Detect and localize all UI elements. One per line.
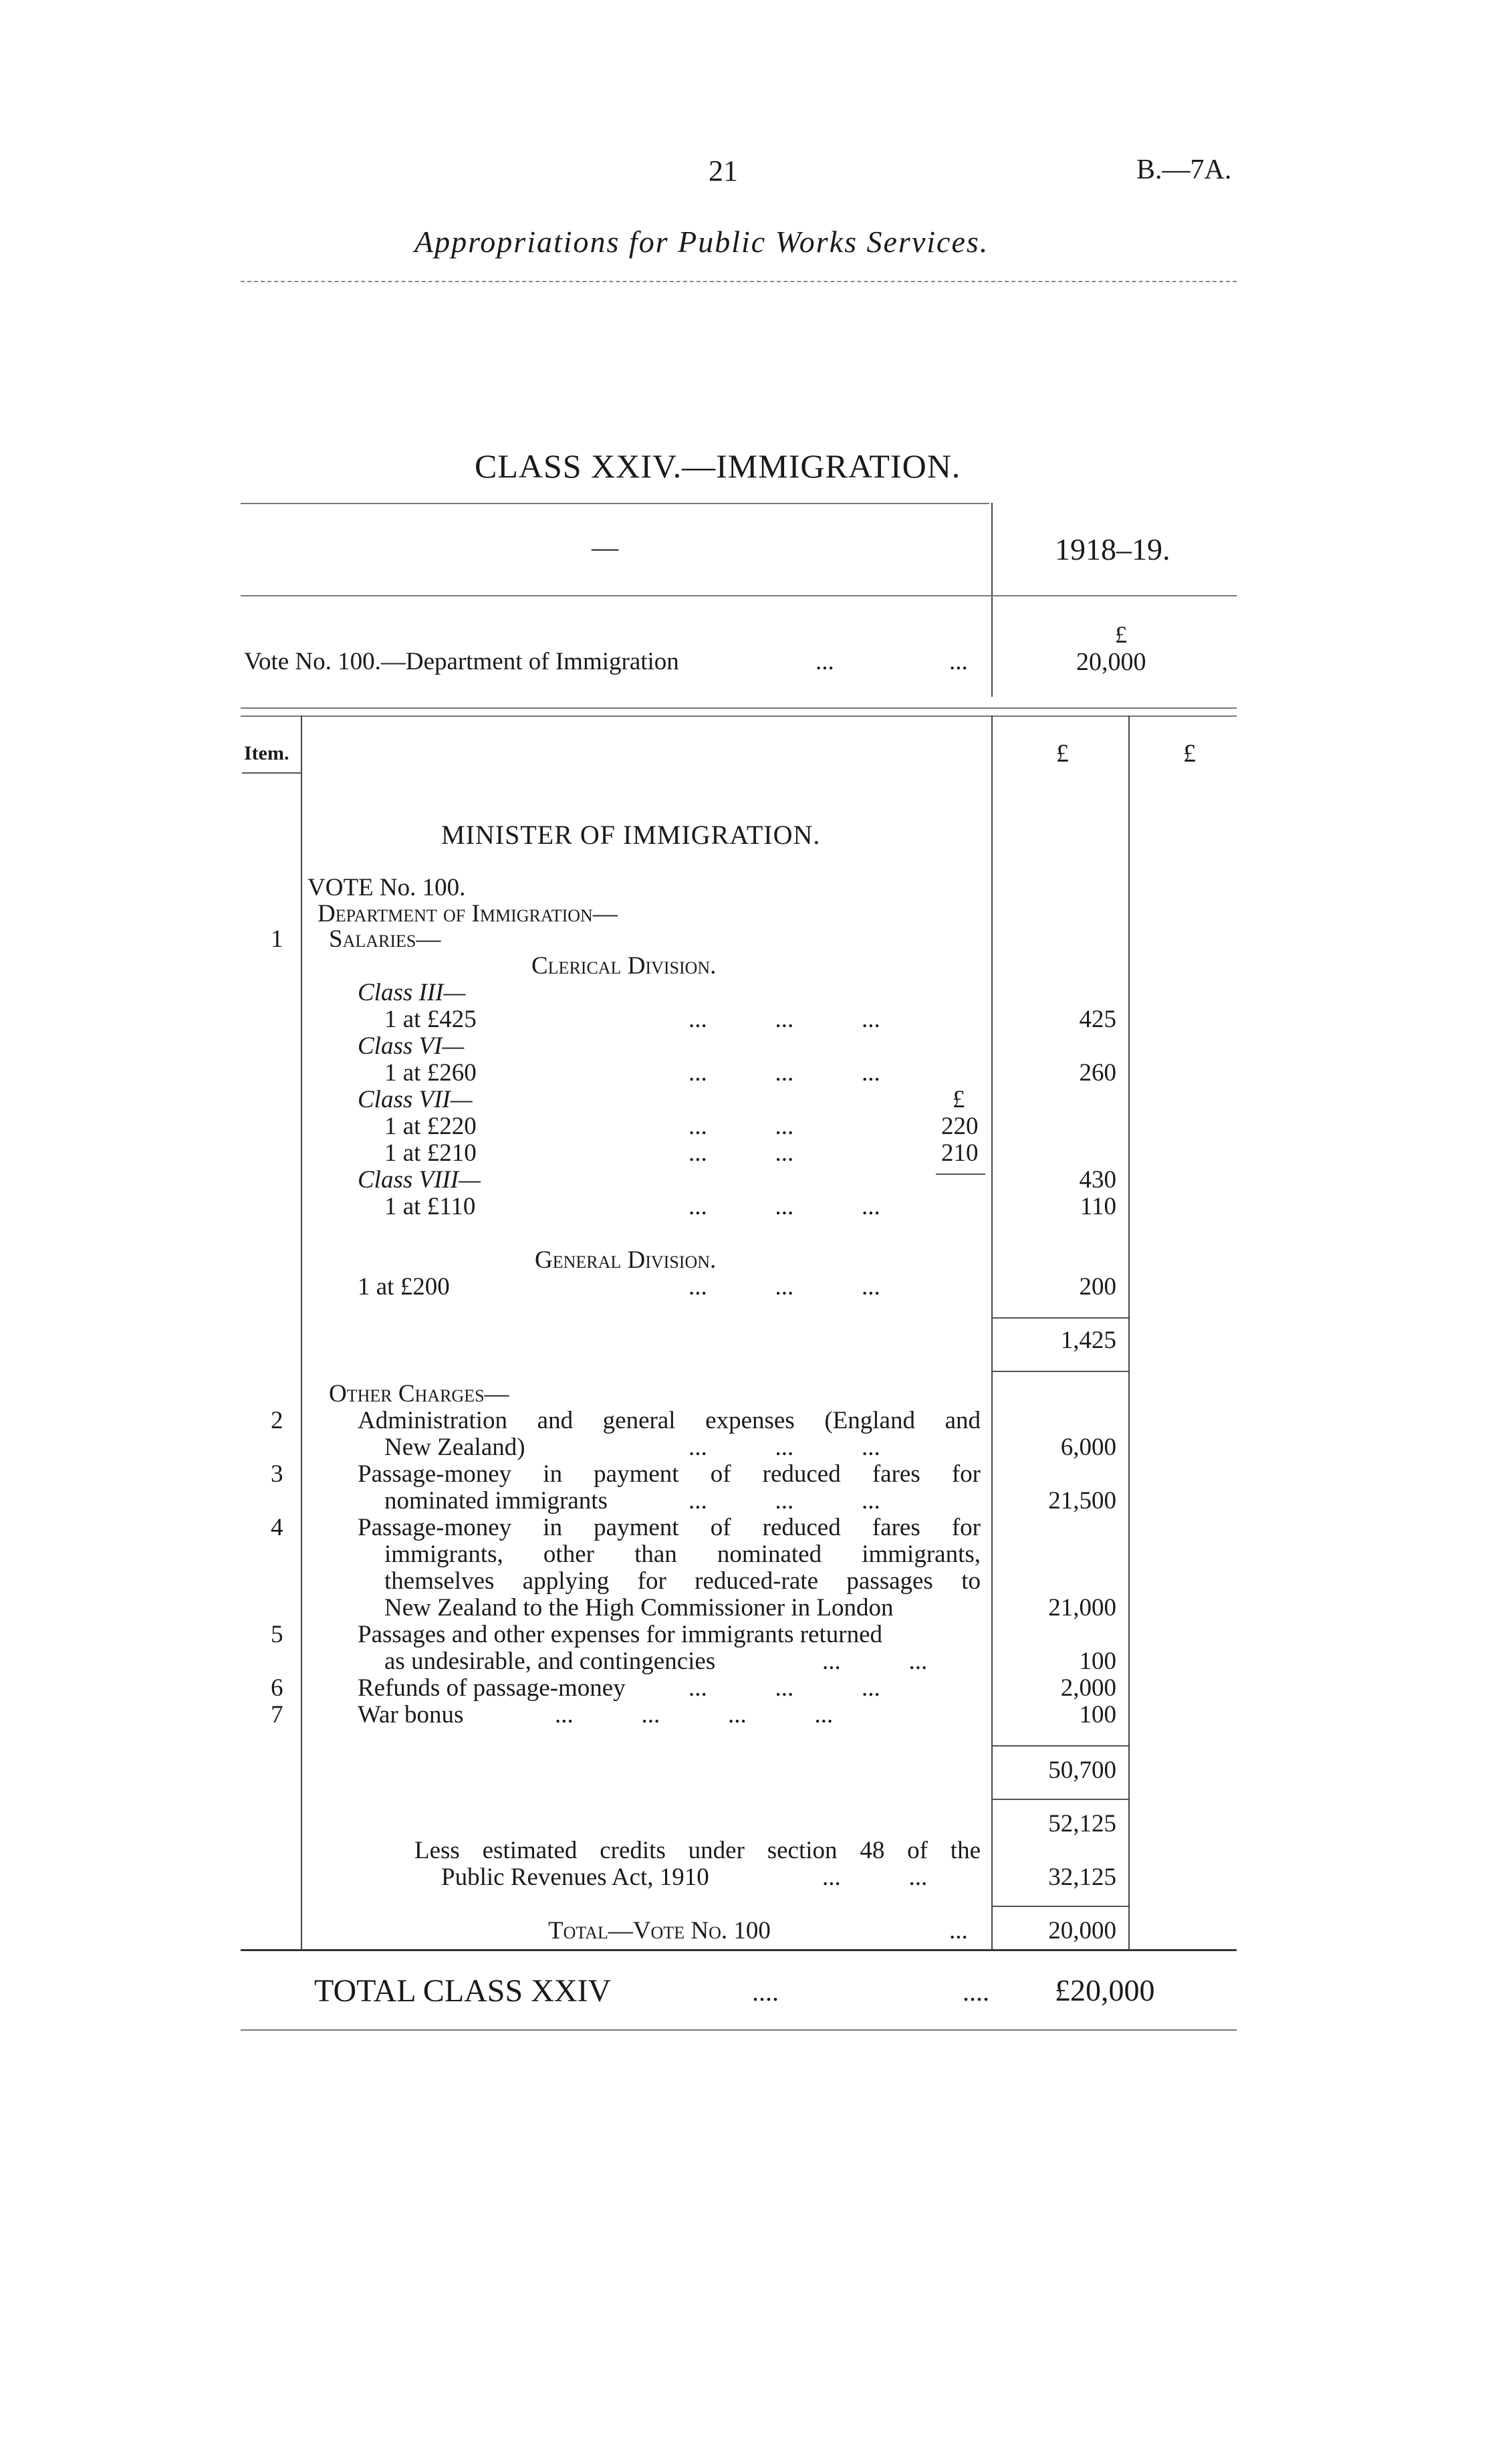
general-dots: ... ... ... bbox=[689, 1273, 880, 1301]
class-vii-dots-210: ... ... bbox=[689, 1139, 794, 1167]
running-title: Appropriations for Public Works Services. bbox=[414, 225, 989, 259]
class-vii-amount-210: 210 bbox=[941, 1139, 979, 1167]
charge-3-line-1: Passage-money in payment of reduced fares for bbox=[358, 1460, 981, 1488]
less-credits-amount: 32,125 bbox=[1048, 1864, 1116, 1891]
charge-4-line-2: immigrants, other than nominated immigrants, bbox=[384, 1541, 981, 1568]
item-number-4: 4 bbox=[271, 1514, 283, 1541]
col2-divider bbox=[1128, 715, 1130, 1949]
class-viii-label: Class VIII— bbox=[358, 1166, 481, 1194]
doc-reference: B.—7A. bbox=[1136, 154, 1232, 185]
class-total-dots-1: .... bbox=[752, 1977, 779, 2007]
charge-6-dots: ... ... ... bbox=[689, 1674, 880, 1702]
class-vi-amount: 260 bbox=[1079, 1059, 1116, 1087]
summary-year: 1918–19. bbox=[1055, 532, 1170, 566]
summary-top-rule bbox=[241, 503, 989, 504]
class-vii-rate-210: 1 at £210 bbox=[384, 1139, 477, 1167]
class-iii-amount: 425 bbox=[1079, 1006, 1116, 1033]
class-vii-subtotal-rule bbox=[936, 1173, 985, 1175]
item-header-rule bbox=[242, 772, 301, 774]
charge-7-dots: ... ... ... ... bbox=[555, 1701, 834, 1728]
class-vii-dots-220: ... ... bbox=[689, 1113, 794, 1140]
less-credits-line-1: Less estimated credits under section 48 of the bbox=[414, 1837, 981, 1864]
less-credits-rule bbox=[993, 1906, 1128, 1907]
charge-4-line-4: New Zealand to the High Commissioner in London bbox=[384, 1594, 894, 1621]
general-amount: 200 bbox=[1079, 1273, 1116, 1301]
charge-3-line-2: nominated immigrants bbox=[384, 1487, 608, 1515]
charge-6-label: Refunds of passage-money bbox=[358, 1674, 626, 1702]
class-iii-rate: 1 at £425 bbox=[384, 1006, 477, 1033]
class-viii-amount: 110 bbox=[1080, 1193, 1116, 1220]
vote-total-dots: ... bbox=[949, 1917, 968, 1944]
vote-total-label: Total—Vote No. 100 bbox=[548, 1917, 771, 1944]
less-credits-dots: ... ... bbox=[822, 1864, 928, 1891]
item-header: Item. bbox=[244, 742, 289, 764]
general-division-heading: General Division. bbox=[535, 1246, 717, 1274]
col1-currency: £ bbox=[1056, 740, 1069, 768]
col2-currency: £ bbox=[1183, 740, 1196, 768]
other-subtotal-rule bbox=[993, 1745, 1128, 1747]
class-vi-dots: ... ... ... bbox=[689, 1059, 880, 1087]
summary-currency: £ bbox=[1115, 621, 1127, 648]
salaries-total-rule bbox=[993, 1371, 1128, 1372]
salaries-total: 1,425 bbox=[1060, 1327, 1116, 1354]
charge-6-amount: 2,000 bbox=[1060, 1674, 1116, 1702]
vote-number-heading: VOTE No. 100. bbox=[307, 874, 466, 901]
charge-4-amount: 21,000 bbox=[1048, 1594, 1116, 1621]
class-vii-label: Class VII— bbox=[358, 1086, 473, 1113]
department-heading: Department of Immigration— bbox=[318, 900, 618, 927]
page-number: 21 bbox=[709, 154, 738, 187]
charge-2-amount: 6,000 bbox=[1060, 1434, 1116, 1461]
item-number-5: 5 bbox=[271, 1621, 283, 1648]
salaries-heading: Salaries— bbox=[329, 925, 441, 953]
class-total-rule bbox=[241, 2029, 1237, 2031]
summary-divider bbox=[991, 503, 993, 697]
gross-total: 52,125 bbox=[1048, 1810, 1116, 1837]
vote-amount: 20,000 bbox=[1076, 648, 1146, 676]
charge-5-line-1: Passages and other expenses for immigrants returned bbox=[358, 1621, 883, 1648]
charge-7-amount: 100 bbox=[1079, 1701, 1116, 1728]
class-viii-rate: 1 at £110 bbox=[384, 1193, 476, 1220]
charge-3-amount: 21,500 bbox=[1048, 1487, 1116, 1515]
vote-total-amount: 20,000 bbox=[1048, 1917, 1116, 1944]
item-number-1: 1 bbox=[271, 925, 283, 953]
charge-4-line-1: Passage-money in payment of reduced fares for bbox=[358, 1514, 981, 1541]
charge-2-dots: ... ... ... bbox=[689, 1434, 880, 1461]
charge-3-dots: ... ... ... bbox=[689, 1487, 880, 1515]
general-rate: 1 at £200 bbox=[358, 1273, 450, 1301]
item-col-divider bbox=[301, 715, 302, 1949]
other-charges-heading: Other Charges— bbox=[329, 1380, 509, 1408]
less-credits-line-2: Public Revenues Act, 1910 bbox=[441, 1864, 709, 1891]
item-number-3: 3 bbox=[271, 1460, 283, 1488]
class-total-amount: £20,000 bbox=[1055, 1973, 1155, 2007]
charge-2-line-1: Administration and general expenses (England and bbox=[358, 1407, 981, 1434]
charge-2-line-2: New Zealand) bbox=[384, 1434, 525, 1461]
item-number-6: 6 bbox=[271, 1674, 283, 1702]
class-vii-currency: £ bbox=[953, 1086, 965, 1113]
summary-dash: — bbox=[592, 532, 618, 562]
class-vi-rate: 1 at £260 bbox=[384, 1059, 477, 1087]
charge-5-dots: ... ... bbox=[822, 1648, 928, 1675]
class-vii-subtotal: 430 bbox=[1079, 1166, 1116, 1194]
vote-label: Vote No. 100.—Department of Immigration bbox=[244, 648, 679, 675]
clerical-division-heading: Clerical Division. bbox=[531, 952, 717, 980]
class-vii-rate-220: 1 at £220 bbox=[384, 1113, 477, 1140]
class-iii-dots: ... ... ... bbox=[689, 1006, 880, 1033]
vote-dots-1: ... bbox=[816, 648, 834, 675]
header-rule bbox=[241, 281, 1237, 282]
salaries-subtotal-rule bbox=[993, 1317, 1128, 1319]
class-vii-amount-220: 220 bbox=[941, 1113, 979, 1140]
summary-bottom-rule-2 bbox=[241, 715, 1237, 717]
class-viii-dots: ... ... ... bbox=[689, 1193, 880, 1220]
other-total-rule bbox=[993, 1799, 1128, 1800]
class-iii-label: Class III— bbox=[358, 979, 466, 1006]
summary-bottom-rule-1 bbox=[241, 707, 1237, 709]
charge-7-label: War bonus bbox=[358, 1701, 464, 1728]
vote-dots-2: ... bbox=[949, 648, 968, 675]
charge-5-line-2: as undesirable, and contingencies bbox=[384, 1648, 716, 1675]
class-total-dots-2: .... bbox=[963, 1977, 989, 2007]
class-vi-label: Class VI— bbox=[358, 1032, 465, 1060]
table-bottom-rule bbox=[241, 1949, 1237, 1951]
summary-mid-rule bbox=[241, 595, 1237, 596]
other-charges-total: 50,700 bbox=[1048, 1757, 1116, 1784]
charge-4-line-3: themselves applying for reduced-rate passages to bbox=[384, 1567, 981, 1595]
charge-5-amount: 100 bbox=[1079, 1648, 1116, 1675]
class-total-label: TOTAL CLASS XXIV bbox=[314, 1973, 612, 2009]
minister-heading: MINISTER OF IMMIGRATION. bbox=[441, 820, 821, 850]
item-number-2: 2 bbox=[271, 1407, 283, 1434]
class-title: CLASS XXIV.—IMMIGRATION. bbox=[475, 447, 961, 485]
item-number-7: 7 bbox=[271, 1701, 283, 1728]
